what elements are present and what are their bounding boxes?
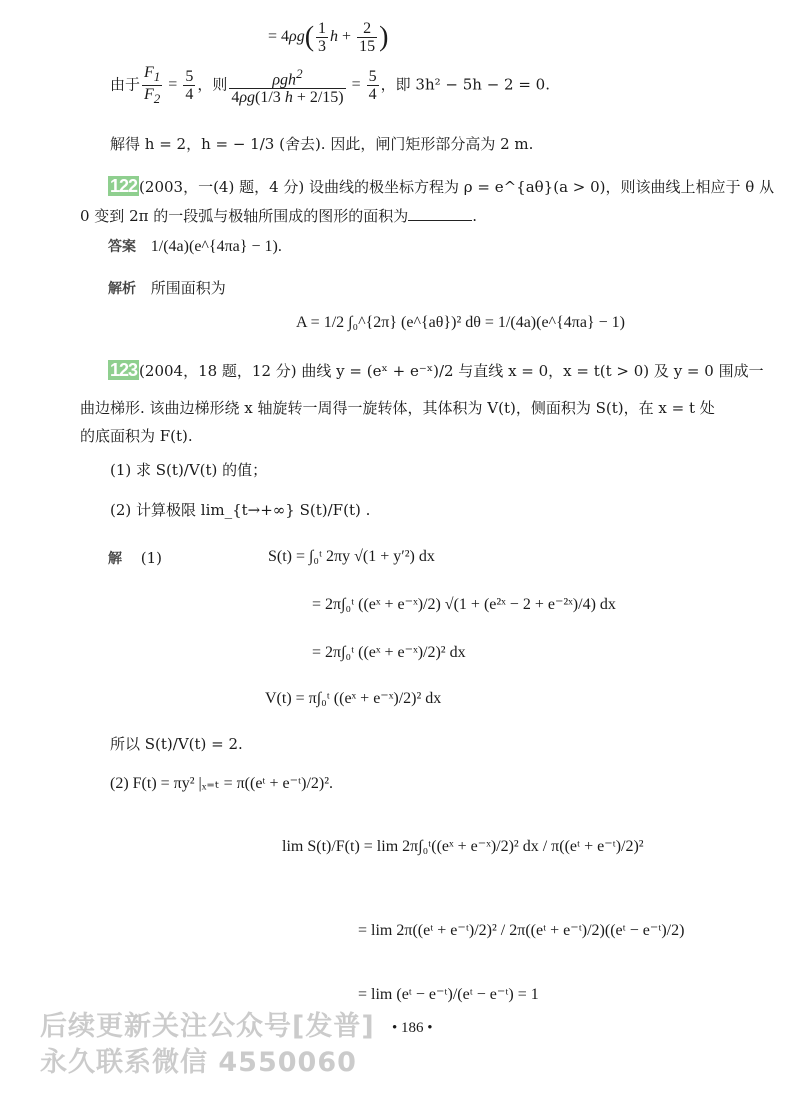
surface-area-equation: S(t) = ∫₀ᵗ 2πy √(1 + y′²) dx [268, 548, 435, 565]
answer-label: 答案 [108, 239, 136, 255]
analysis-label: 解析 [108, 281, 136, 297]
question-123-line-3: 的底面积为 F(t). [80, 427, 193, 445]
ratio-equation-line: 由于 $\frac{F_1}{F_2}$ = $\frac{5}{4}$ ，则 $\frac{\rho gh^2}{4\rho g(1/3 h + 2/15)}$ = $\frac{5}{4}$ ，即 3h² − 5h − 2 = 0. [110, 64, 550, 107]
continued-equation: = 4ρg( $\frac{1}{3}$ h + $\frac{2}{15}$ ) [268, 20, 389, 55]
part-2-prompt: (2) 计算极限 lim_{t→+∞} S(t)/F(t) . [110, 501, 371, 519]
question-122-line-2: 0 变到 2π 的一段弧与极轴所围成的图形的面积为 . [80, 207, 478, 225]
surface-area-step-3: = 2π∫₀ᵗ ((eˣ + e⁻ˣ)/2)² dx [312, 644, 466, 661]
solution-label: 解 [108, 551, 122, 567]
surface-area-step-2: = 2π∫₀ᵗ ((eˣ + e⁻ˣ)/2) √(1 + (e²ˣ − 2 + e⁻²ˣ)/4) dx [312, 596, 616, 613]
limit-step-3: = lim (eᵗ − e⁻ᵗ)/(eᵗ − e⁻ᵗ) = 1 [358, 986, 539, 1003]
part-1-prompt: (1) 求 S(t)/V(t) 的值； [110, 461, 268, 479]
solution-header: 解 (1) [108, 549, 163, 567]
limit-step-1: lim S(t)/F(t) = lim 2π∫₀ᵗ((eˣ + e⁻ˣ)/2)² dx / π((eᵗ + e⁻ᵗ)/2)² [282, 838, 644, 855]
limit-step-2: = lim 2π((eᵗ + e⁻ᵗ)/2)² / 2π((eᵗ + e⁻ᵗ)/2)((eᵗ − e⁻ᵗ)/2) [358, 922, 685, 939]
ratio-conclusion: 所以 S(t)/V(t) = 2. [110, 735, 243, 753]
page-number: • 186 • [392, 1020, 433, 1036]
answer-blank [408, 206, 472, 221]
watermark-line-1: 后续更新关注公众号[发普] [40, 1011, 375, 1042]
solution-result-line: 解得 h = 2，h = − 1/3 (舍去). 因此，闸门矩形部分高为 2 m. [110, 135, 534, 153]
area-formula: A = 1/2 ∫₀^{2π} (e^{aθ})² dθ = 1/(4a)(e^{4πa} − 1) [296, 314, 625, 331]
question-123-line-1: 123 (2004，18 题，12 分) 曲线 y = (eˣ + e⁻ˣ)/2 与直线 x = 0，x = t(t > 0) 及 y = 0 围成一 [110, 360, 764, 380]
answer-line: 答案 1/(4a)(e^{4πa} − 1). [108, 238, 282, 255]
volume-equation: V(t) = π∫₀ᵗ ((eˣ + e⁻ˣ)/2)² dx [265, 690, 442, 707]
question-123-line-2: 曲边梯形. 该曲边梯形绕 x 轴旋转一周得一旋转体，其体积为 V(t)，侧面积为 S(t)，在 x = t 处 [80, 399, 715, 417]
analysis-line: 解析 所围面积为 [108, 279, 226, 297]
base-area-equation: (2) F(t) = πy² |ₓ₌ₜ = π((eᵗ + e⁻ᵗ)/2)². [110, 775, 334, 792]
question-number-badge: 122 [110, 176, 138, 196]
watermark-line-2: 永久联系微信 4550060 [40, 1047, 357, 1078]
question-122-line-1: 122 (2003，一(4) 题，4 分) 设曲线的极坐标方程为 ρ = e^{aθ}(a > 0)，则该曲线上相应于 θ 从 [110, 176, 775, 196]
question-number-badge: 123 [110, 360, 138, 380]
